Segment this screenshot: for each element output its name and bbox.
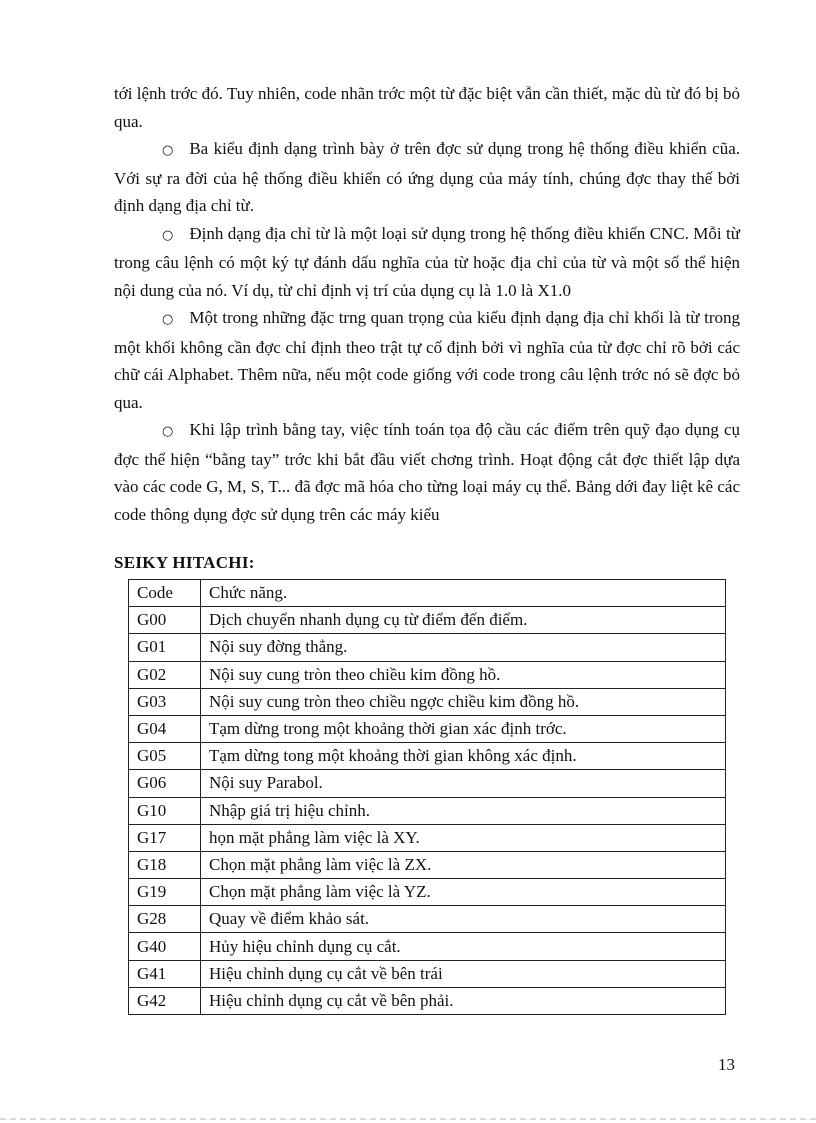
function-cell: họn mặt phẳng làm việc là XY.: [201, 824, 726, 851]
function-cell: Quay về điểm khảo sát.: [201, 906, 726, 933]
code-cell: G19: [129, 879, 201, 906]
function-cell: Chọn mặt phẳng làm việc là YZ.: [201, 879, 726, 906]
function-cell: Dịch chuyển nhanh dụng cụ từ điểm đến điểm.: [201, 607, 726, 634]
table-row: [129, 715, 726, 742]
table-row: [129, 743, 726, 770]
circle-bullet-icon: ○: [162, 143, 174, 158]
code-cell: G04: [129, 715, 201, 742]
circle-bullet-icon: ○: [162, 312, 174, 327]
function-cell: Tạm dừng tong một khoảng thời gian không xác định.: [201, 743, 726, 770]
function-cell: Nhập giá trị hiệu chỉnh.: [201, 797, 726, 824]
code-cell: G40: [129, 933, 201, 960]
code-cell: G05: [129, 743, 201, 770]
header-function: Chức năng.: [201, 580, 726, 607]
table-row: [129, 824, 726, 851]
paragraph-text: Định dạng địa chỉ từ là một loại sử dụng trong hệ thống điều khiển CNC. Mỗi từ trong câu lệnh có một ký tự đánh dấu nghĩa của từ hoặc địa chỉ của từ và một số thể hiện nội dung của nó. Ví dụ, từ chỉ định vị trí của dụng cụ là 1.0 là X1.0: [114, 223, 740, 300]
function-cell: Hủy hiệu chỉnh dụng cụ cắt.: [201, 933, 726, 960]
code-cell: G02: [129, 661, 201, 688]
table-row: [129, 987, 726, 1014]
code-cell: G01: [129, 634, 201, 661]
page-number: 13: [718, 1055, 735, 1074]
code-cell: G18: [129, 851, 201, 878]
table-row: [129, 770, 726, 797]
table-row: [129, 797, 726, 824]
function-cell: Nội suy Parabol.: [201, 770, 726, 797]
paragraph-text: Một trong những đặc trng quan trọng của kiểu định dạng địa chỉ khối là từ trong một khối không cần đợc chỉ định theo trật tự cố định bởi vì nghĩa của từ đợc chỉ rõ bởi các chữ cái Alphabet. Thêm nữa, nếu một code giống với code trong câu lệnh trớc nó sẽ đợc bỏ qua.: [114, 308, 740, 412]
table-row: [129, 851, 726, 878]
paragraph-text: Khi lập trình bằng tay, việc tính toán tọa độ cầu các điểm trên quỹ đạo dụng cụ đợc thể hiện “bằng tay” trớc khi bắt đầu viết chơng trình. Hoạt động cắt đợc thiết lập dựa vào các code G, M, S, T... đã đợc mã hóa cho từng loại máy cụ thể. Bảng dới đay liệt kê các code thông dụng đợc sử dụng trên các máy kiểu: [114, 420, 740, 524]
paragraph-bullet: [114, 220, 740, 305]
paragraph-continuation: tới lệnh trớc đó. Tuy nhiên, code nhãn trớc một từ đặc biệt vẫn cần thiết, mặc dù từ đó bị bỏ qua.: [114, 84, 740, 131]
circle-bullet-icon: ○: [162, 424, 174, 439]
function-cell: Nội suy đờng thẳng.: [201, 634, 726, 661]
table-row: [129, 661, 726, 688]
code-cell: G00: [129, 607, 201, 634]
table-header-row: [129, 580, 726, 607]
paragraph-bullet: [114, 135, 740, 220]
table-row: [129, 960, 726, 987]
table-row: [129, 634, 726, 661]
code-cell: G17: [129, 824, 201, 851]
body-text: [114, 80, 740, 528]
code-cell: G42: [129, 987, 201, 1014]
function-cell: Hiệu chỉnh dụng cụ cắt về bên trái: [201, 960, 726, 987]
table-row: [129, 607, 726, 634]
table-row: [129, 906, 726, 933]
paragraph-bullet: [114, 304, 740, 416]
section-heading: SEIKY HITACHI:: [114, 553, 255, 572]
gcode-table: [128, 579, 726, 1015]
circle-bullet-icon: ○: [162, 227, 174, 243]
function-cell: Nội suy cung tròn theo chiều ngợc chiều kim đồng hồ.: [201, 688, 726, 715]
code-cell: G03: [129, 688, 201, 715]
function-cell: Hiệu chỉnh dụng cụ cắt về bên phải.: [201, 987, 726, 1014]
function-cell: Nội suy cung tròn theo chiều kim đồng hồ.: [201, 661, 726, 688]
header-code: Code: [129, 580, 201, 607]
table-row: [129, 879, 726, 906]
code-cell: G06: [129, 770, 201, 797]
paragraph-text: Ba kiểu định dạng trình bày ở trên đợc sử dụng trong hệ thống điều khiển cũa. Với sự ra đời của hệ thống điều khiển có ứng dụng của máy tính, chúng đợc thay thế bởi định dạng địa chỉ từ.: [114, 139, 740, 215]
table-row: [129, 688, 726, 715]
function-cell: Chọn mặt phẳng làm việc là ZX.: [201, 851, 726, 878]
code-cell: G28: [129, 906, 201, 933]
code-cell: G41: [129, 960, 201, 987]
table-row: [129, 933, 726, 960]
paragraph-bullet: [114, 416, 740, 528]
bottom-divider: [0, 1118, 816, 1120]
code-cell: G10: [129, 797, 201, 824]
function-cell: Tạm dừng trong một khoảng thời gian xác định trớc.: [201, 715, 726, 742]
